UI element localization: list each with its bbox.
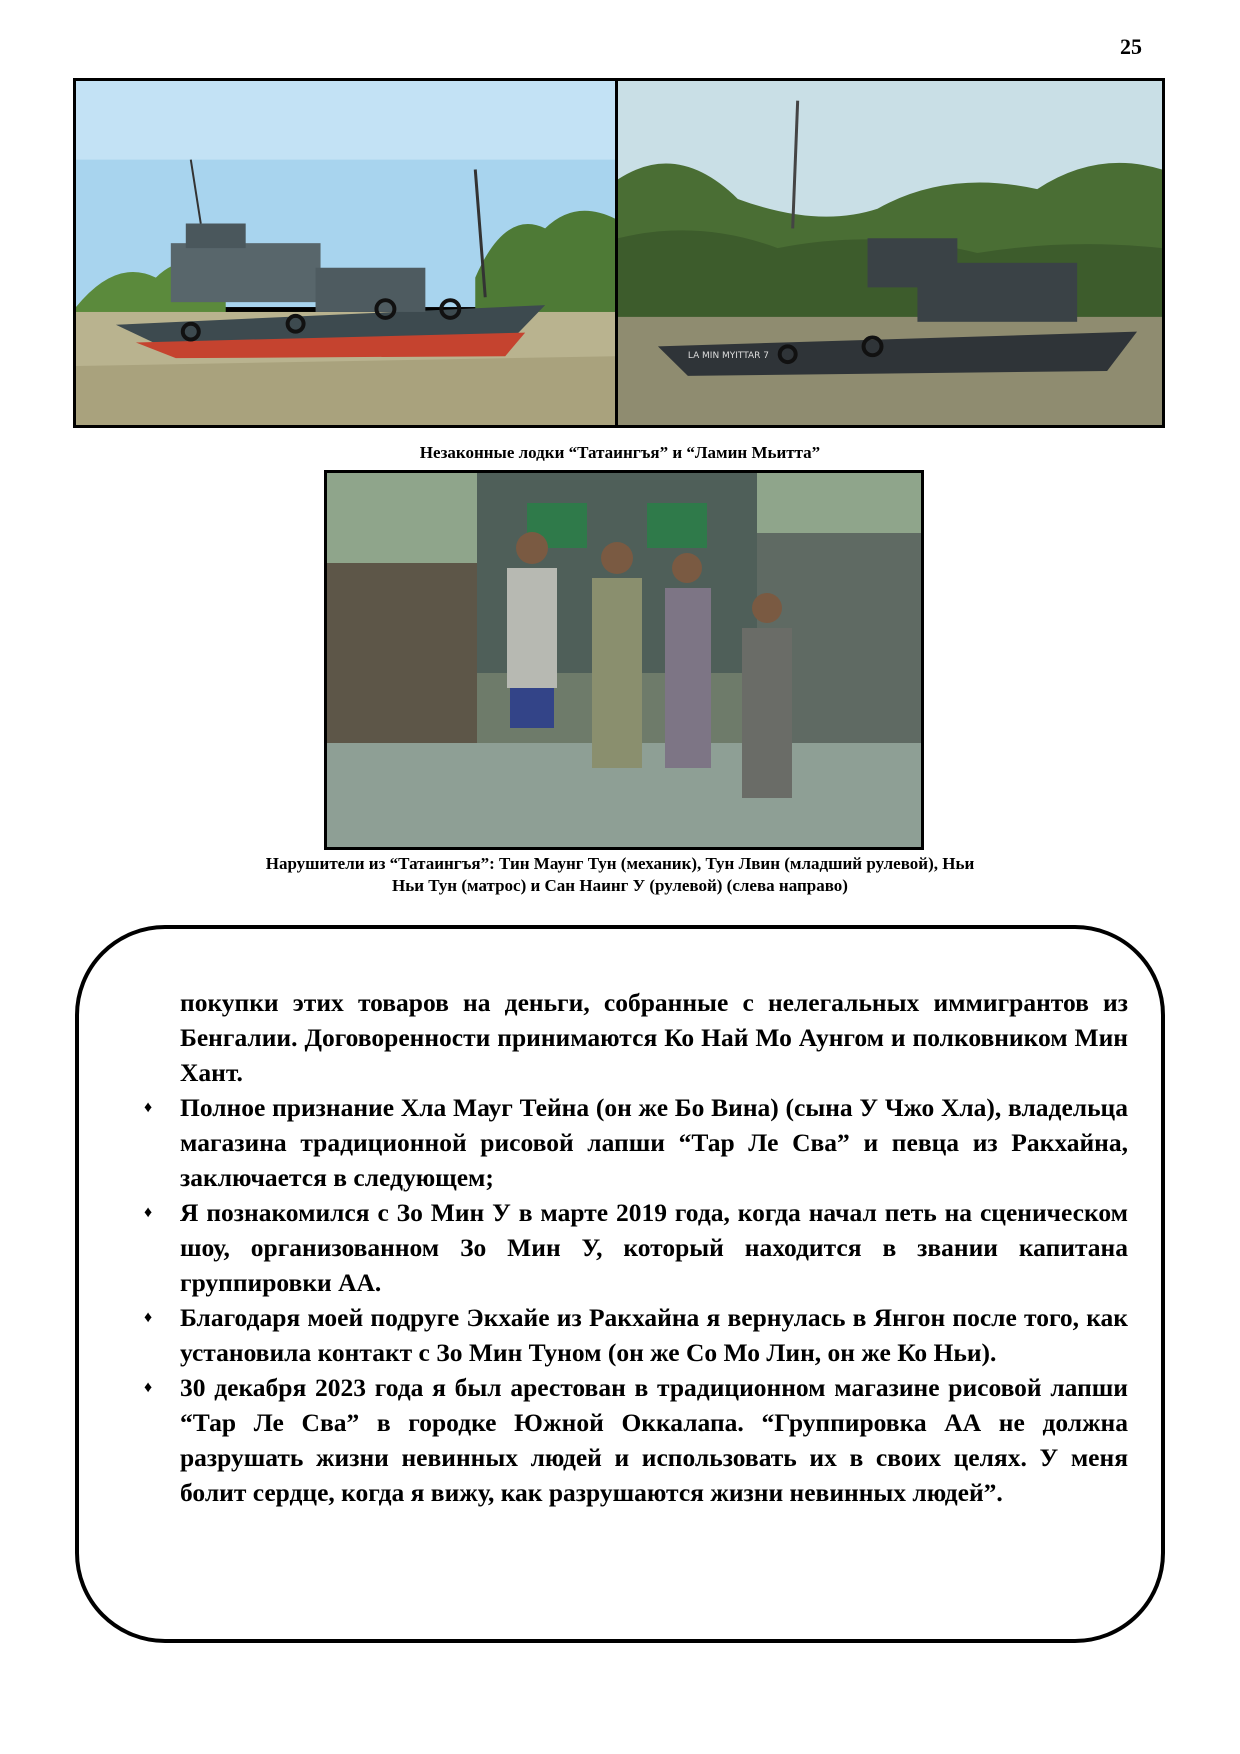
crew-photo [324,470,924,850]
list-item-text: Я познакомился с Зо Мин У в марте 2019 года, когда начал петь на сценическом шоу, организованном Зо Мин У, который находится в звании капитана группировки АА. [180,1198,1128,1297]
testimony-text [144,985,1128,1510]
boat-photo-tataingya [76,81,618,425]
bullet-diamond-icon: ♦ [144,1309,153,1326]
page-number: 25 [1120,34,1142,59]
list-item [144,1300,1128,1370]
list-item [144,1090,1128,1195]
crew-photo-icon [327,473,921,847]
boat-name-text: LA MIN MYITTAR 7 [687,351,769,362]
boat-photo-lamin-myitta [618,81,1162,425]
list-item [144,1370,1128,1510]
testimony-intro: покупки этих товаров на деньги, собранные с нелегальных иммигрантов из Бенгалии. Договоренности принимаются Ко Най Мо Аунгом и полковником Мин Хант. [180,988,1128,1087]
list-item-text: Полное признание Хла Мауг Тейна (он же Бо Вина) (сына У Чжо Хла), владельца магазина традиционной рисовой лапши “Тар Ле Сва” и певца из Ракхайна, заключается в следующем; [180,1093,1128,1192]
boat-photo-icon [76,81,615,425]
testimony-list [144,1090,1128,1510]
boats-photo-pair [73,78,1165,428]
list-item [144,1195,1128,1300]
list-item-text: 30 декабря 2023 года я был арестован в традиционном магазине рисовой лапши “Тар Ле Сва” в городке Южной Оккалапа. “Группировка АА не должна разрушать жизни невинных людей и использовать их в своих целях. У меня болит сердце, когда я вижу, как разрушаются жизни невинных людей”. [180,1373,1128,1507]
crew-caption-line-2: Ньи Тун (матрос) и Сан Наинг У (рулевой) (слева направо) [392,876,848,895]
crew-caption-line-1: Нарушители из “Татаингъя”: Тин Маунг Тун (механик), Тун Лвин (младший рулевой), Ньи [265,854,975,873]
bullet-diamond-icon: ♦ [144,1099,153,1116]
boats-caption: Незаконные лодки “Татаингъя” и “Ламин Мьитта” [419,443,821,462]
bullet-diamond-icon: ♦ [144,1204,153,1221]
crew-caption [150,853,1090,897]
boat-photo-icon [618,81,1162,425]
bullet-diamond-icon: ♦ [144,1379,153,1396]
list-item-text: Благодаря моей подруге Экхайе из Ракхайна я вернулась в Янгон после того, как установила контакт с Зо Мин Туном (он же Со Мо Лин, он же Ко Ньи). [180,1303,1128,1367]
